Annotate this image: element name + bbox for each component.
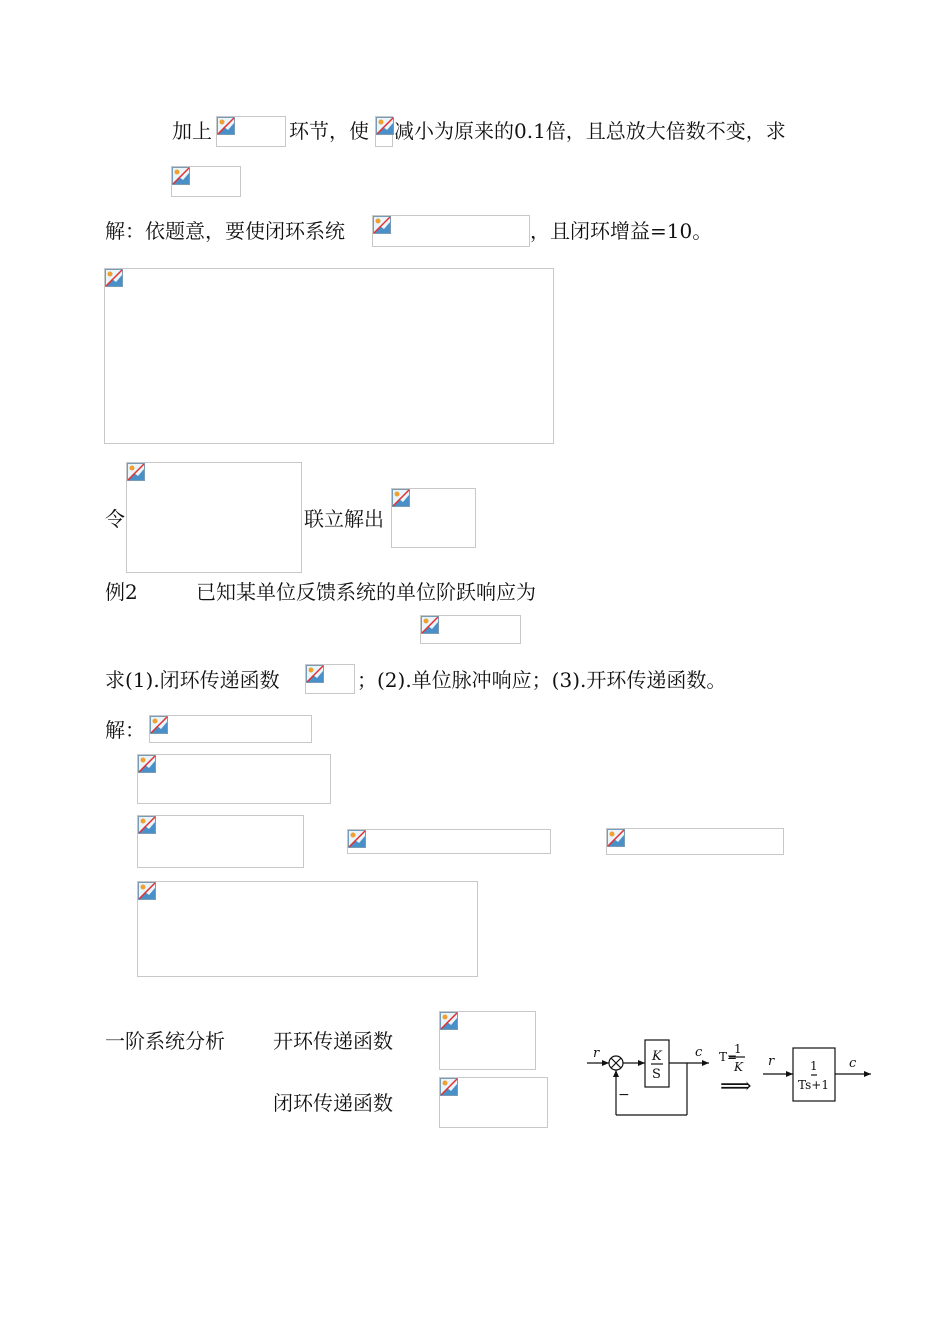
- formula-image: [149, 715, 312, 743]
- label-r: r: [593, 1046, 600, 1061]
- formula-image: [216, 116, 286, 147]
- label-c: c: [695, 1045, 703, 1060]
- broken-image-icon: [138, 882, 156, 900]
- broken-image-icon: [172, 167, 190, 185]
- broken-image-icon: [138, 816, 156, 834]
- formula-image: [439, 1011, 536, 1070]
- formula-image: [347, 829, 551, 854]
- example-label: 例2: [105, 580, 138, 604]
- broken-image-icon: [373, 216, 391, 234]
- text-solution-intro: 解：依题意，要使闭环系统: [105, 219, 345, 243]
- formula-image: [126, 462, 302, 573]
- broken-image-icon: [217, 117, 235, 135]
- formula-image: [137, 881, 478, 977]
- text-link-make: 环节，使: [289, 119, 369, 143]
- example-text: 已知某单位反馈系统的单位阶跃响应为: [196, 580, 536, 604]
- broken-image-icon: [607, 829, 625, 847]
- broken-image-icon: [138, 755, 156, 773]
- formula-image: [606, 828, 784, 855]
- formula-image: [391, 488, 476, 548]
- broken-image-icon: [127, 463, 145, 481]
- formula-image: [137, 815, 304, 868]
- text-let: 令: [105, 507, 125, 531]
- broken-image-icon: [105, 269, 123, 287]
- label-t-eq: T=: [719, 1050, 738, 1064]
- formula-image-large: [104, 268, 554, 444]
- broken-image-icon: [421, 616, 439, 634]
- solution-label: 解：: [105, 718, 145, 742]
- formula-image: [137, 754, 331, 804]
- label-r2: r: [768, 1054, 775, 1069]
- label-den: Ts+1: [798, 1078, 829, 1092]
- text-gain: ，且闭环增益=10。: [530, 219, 713, 243]
- text-reduce: 减小为原来的0.1倍，且总放大倍数不变，求: [394, 119, 786, 143]
- label-k-den: K: [734, 1060, 743, 1074]
- label-num: 1: [810, 1059, 818, 1073]
- label-c2: c: [849, 1056, 857, 1071]
- formula-image: [420, 615, 521, 644]
- formula-image: [171, 166, 241, 197]
- formula-image: [372, 215, 530, 247]
- broken-image-icon: [440, 1012, 458, 1030]
- label-one: 1: [734, 1042, 742, 1056]
- broken-image-icon: [376, 117, 394, 135]
- formula-image: [439, 1077, 548, 1128]
- label-s: S: [652, 1067, 661, 1082]
- broken-image-icon: [348, 830, 366, 848]
- broken-image-icon: [306, 665, 324, 683]
- question-text-a: 求(1).闭环传递函数: [105, 668, 280, 692]
- label-minus: −: [618, 1087, 630, 1103]
- label-k: K: [652, 1049, 662, 1064]
- broken-image-icon: [150, 716, 168, 734]
- section-first-order: 一阶系统分析: [105, 1029, 225, 1053]
- question-text-b: ；(2).单位脉冲响应；(3).开环传递函数。: [357, 668, 727, 692]
- label-open-loop: 开环传递函数: [273, 1029, 393, 1053]
- implies-arrow: ⟹: [720, 1074, 752, 1099]
- text-add: 加上: [172, 119, 212, 143]
- block-diagram: [585, 1035, 875, 1125]
- broken-image-icon: [440, 1078, 458, 1096]
- text-solve: 联立解出: [304, 507, 384, 531]
- formula-image: [375, 116, 393, 147]
- formula-image: [305, 664, 355, 694]
- label-closed-loop: 闭环传递函数: [273, 1091, 393, 1115]
- broken-image-icon: [392, 489, 410, 507]
